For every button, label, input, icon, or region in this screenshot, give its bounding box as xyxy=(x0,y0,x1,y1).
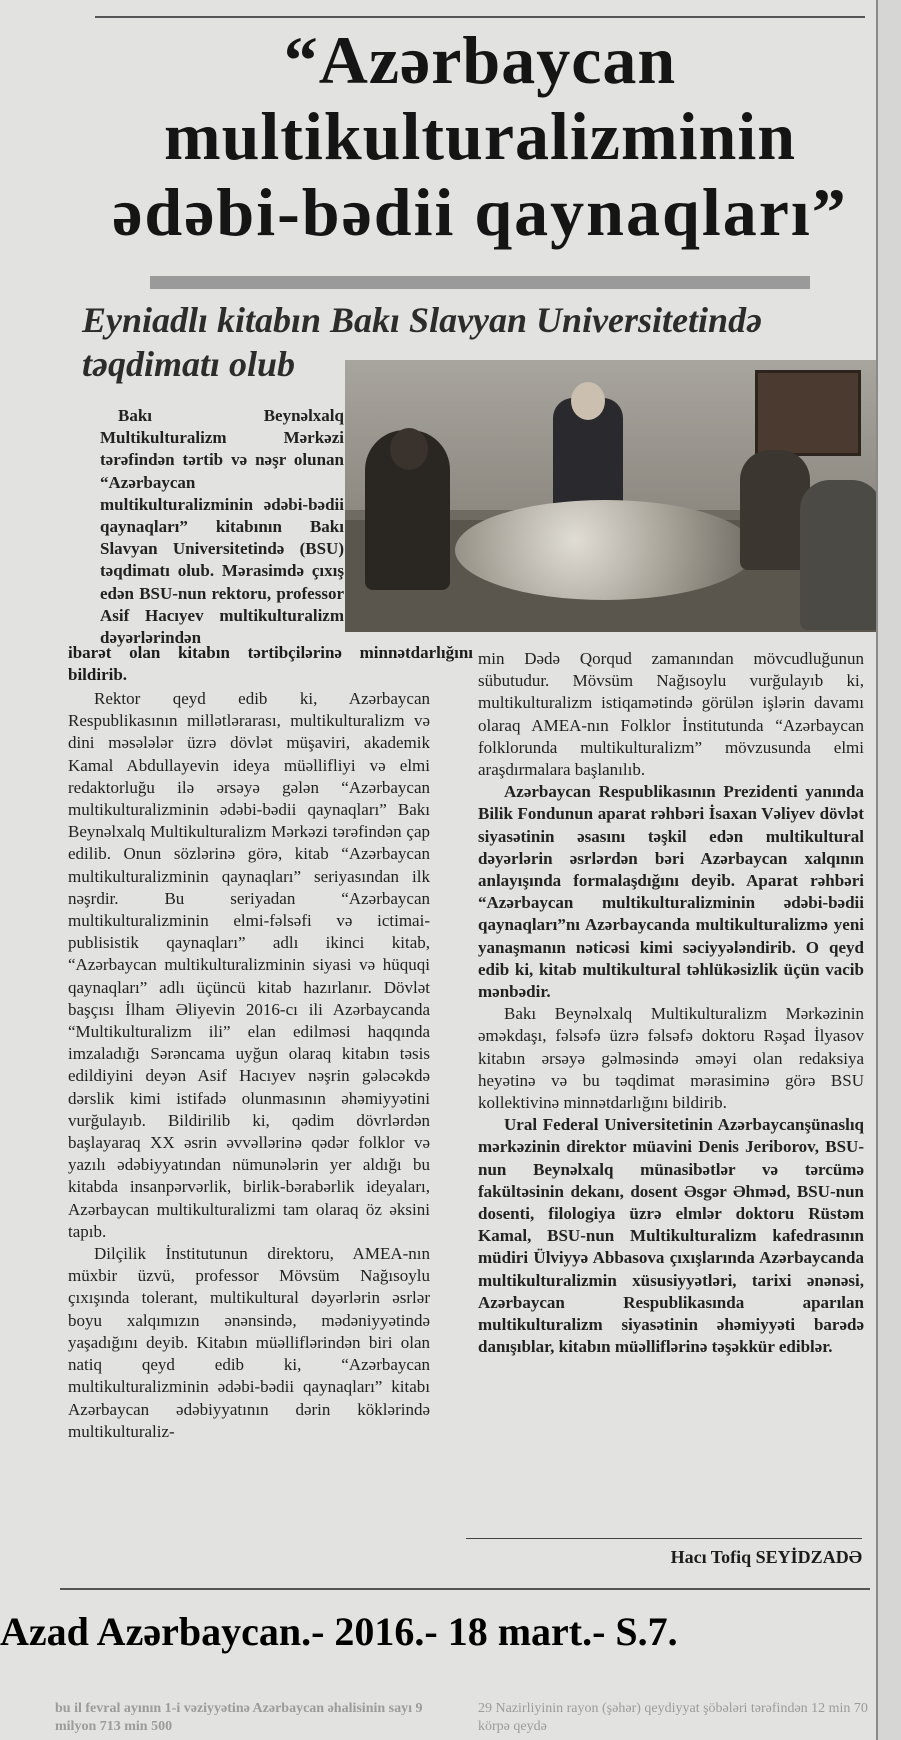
next-article-snippet-left: bu il fevral ayının 1-i vəziyyətinə Azərbaycan əhalisinin sayı 9 milyon 713 min 500 xyxy=(55,1701,423,1734)
article-column-1 xyxy=(68,688,430,1443)
photo-attendee-far-right xyxy=(800,480,882,630)
top-rule xyxy=(95,16,865,18)
author-rule xyxy=(466,1538,862,1539)
bottom-rule xyxy=(60,1588,870,1590)
col1-paragraph-2: Dilçilik İnstitutunun direktoru, AMEA-nın müxbir üzvü, professor Mövsüm Nağısoylu çıxışında tolerant, multikultural dəyərlərin əsrlər boyu xalqımızın ənənsində, mədəniyyətində yaşadığını deyib. Kitabın müəlliflərindən biri olan natiq qeyd edib ki, “Azərbaycan multikulturalizminin ədəbi-bədii qaynaqları” kitabı Azərbaycan ədəbiyyatının dərin köklərində multikulturaliz- xyxy=(68,1244,430,1441)
col2-paragraph-1: min Dədə Qorqud zamanından mövcudluğunun sübutudur. Mövsüm Nağısoylu vurğulayıb ki, multikulturalizm istiqamətində görülən işlərin davamı olaraq AMEA-nın Folklor İnstitutunda “Azərbaycan folklorunda multikulturalizm” mövzusunda elmi araşdırmalara başlanılıb. xyxy=(478,649,864,780)
subheadline: Eyniadlı kitabın Bakı Slavyan Universitetində təqdimatı olub xyxy=(82,300,763,384)
author-byline: Hacı Tofiq SEYİDZADƏ xyxy=(670,1547,862,1567)
lead-text: Bakı Beynəlxalq Multikulturalizm Mərkəzi tərəfindən tərtib və nəşr olunan “Azərbaycan multikulturalizminin ədəbi-bədii qaynaqları” kitabının Bakı Slavyan Universitetində (BSU) təqdimatı olub. Mərasimdə çıxış edən BSU-nun rektoru, professor Asif Hacıyev multikulturalizm dəyərlərindən xyxy=(100,406,344,648)
next-article-snippet-right: 29 Nazirliyinin rayon (şəhər) qeydiyyat şöbələri tərəfindən 12 min 70 körpə qeydə xyxy=(478,1701,868,1734)
photo-painting xyxy=(755,370,861,456)
lead-paragraph xyxy=(100,405,344,649)
headline-line-3: ədəbi-bədii qaynaqları” xyxy=(112,174,848,250)
photo-flowers xyxy=(455,500,755,600)
article-column-2 xyxy=(478,648,864,1359)
col2-paragraph-3: Bakı Beynəlxalq Multikulturalizm Mərkəzinin əməkdaşı, fəlsəfə üzrə fəlsəfə doktoru Rəşad İlyasov kitabın ərsəyə gəlməsində əməyi olan redaksiya heyətinə və bu təqdimat mərasiminə görə BSU kollektivinə minnətdarlığını bildirib. xyxy=(478,1004,864,1113)
col2-paragraph-2: Azərbaycan Respublikasının Prezidenti yanında Bilik Fondunun aparat rəhbəri İsaxan Vəliyev dövlət siyasətinin əsasını təşkil edən multikultural dəyərlərin əsrlərdən bəri Azərbaycan xalqının anlayışında formalaşdığını deyib. Aparat rəhbəri “Azərbaycan multikulturalizminin ədəbi-bədii qaynaqları”nı Azərbaycanda multikulturalizmə yeni yanaşmanın nəticəsi kimi səciyyələndirib. O qeyd edib ki, kitab multikultural təhlükəsizlik üçün vacib mənbədir. xyxy=(478,782,864,1002)
photo-speaker-head xyxy=(571,382,605,420)
col1-paragraph-1: Rektor qeyd edib ki, Azərbaycan Respublikasının millətlərarası, multikulturalizm və dini məsələlər üzrə dövlət müşaviri, akademik Kamal Abdullayevin ideya müəllifliyi və elmi redaktorluğu ilə ərsəyə gələn “Azərbaycan multikulturalizminin ədəbi-bədii qaynaqları” Bakı Beynəlxalq Multikulturalizm Mərkəzi tərəfindən çap edilib. Onun sözlərinə görə, kitab “Azərbaycan multikulturalizminin qaynaqları” seriyasından ilk nəşrdir. Bu seriyadan “Azərbaycan multikulturalizminin elmi-fəlsəfi və ictimai-publisistik qaynaqları” adlı ikinci kitab, “Azərbaycan multikulturalizminin siyasi və hüquqi qaynaqları” adlı üçüncü kitab hazırlanır. Dövlət başçısı İlham Əliyevin 2016-cı ili Azərbaycanda “Multikulturalizm ili” elan edilməsi haqqında imzaladığı Sərəncama uyğun olaraq kitabın təsis edildiyini deyən Asif Hacıyev nəşrin gələcəkdə dərslik kimi istifadə olunmasının əhəmiyyətini vurğulayıb. Bildirilib ki, qədim dövrlərdən başlayaraq XX əsrin əvvəllərinə qədər folklor və yazılı ədəbiyyatından nümunələrin yer aldığı bu kitabda insanpərvərlik, birlik-bərabərlik ideyaları, Azərbaycan multikulturalizmi tam olaraq öz əksini tapıb. xyxy=(68,689,430,1241)
event-photo xyxy=(345,360,882,632)
adjacent-page-edge xyxy=(876,0,901,1740)
lead-paragraph-tail: ibarət olan kitabın tərtibçilərinə minnətdarlığını bildirib. xyxy=(68,643,473,685)
photo-attendee-left-head xyxy=(390,428,428,470)
headline-line-1: “Azərbaycan xyxy=(283,22,677,98)
headline xyxy=(60,22,900,250)
headline-line-2: multikulturalizminin xyxy=(163,98,797,174)
headline-rule xyxy=(150,276,810,289)
col2-paragraph-4: Ural Federal Universitetinin Azərbaycanşünaslıq mərkəzinin direktor müavini Denis Jeriborov, BSU-nun Beynəlxalq münasibətlər və tərcümə fakültəsinin dekanı, dosent Əsgər Əhməd, BSU-nun dosenti, filologiya üzrə elmlər doktoru Rüstəm Kamal, BSU-nun Multikulturalizm kafedrasının müdiri Ülviyyə Abbasova çıxışlarında Azərbaycanda multikulturalizmin xüsusiyyətləri, tarixi ənənəsi, Azərbaycan Respublikasında aparılan multikulturalizm siyasətinin əhəmiyyəti barədə danışıblar, kitabın müəlliflərinə təşəkkür ediblər. xyxy=(478,1115,864,1357)
source-citation: Azad Azərbaycan.- 2016.- 18 mart.- S.7. xyxy=(0,1609,678,1654)
